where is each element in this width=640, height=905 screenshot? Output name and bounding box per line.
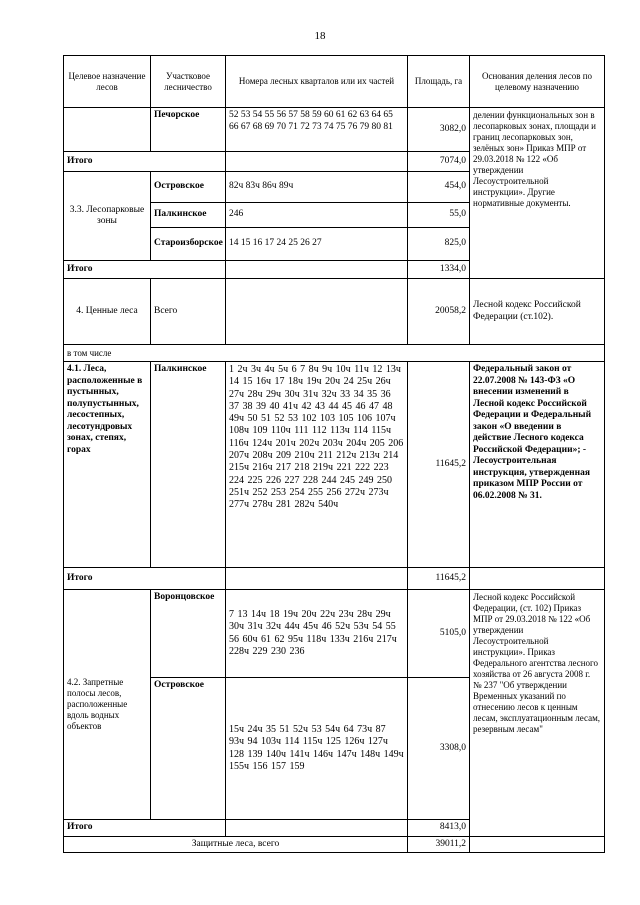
table-row (64, 279, 605, 345)
purpose-cell: 4.1. Леса, расположенные в пустынных, полупустынных, лесостепных, лесотундровых зонах, степях, горах (64, 362, 151, 568)
grand-total-label: Защитные леса, всего (64, 836, 408, 853)
area-cell: 825,0 (408, 228, 470, 261)
area-cell: 20058,2 (408, 279, 470, 345)
quarters-cell: 14 15 16 17 24 25 26 27 (226, 228, 408, 261)
purpose-cell: 4.2. Запретные полосы лесов, расположенные вдоль водных объектов (64, 590, 151, 820)
district-cell: Островское (151, 678, 226, 820)
area-cell: 39011,2 (408, 836, 470, 853)
district-cell: Палкинское (151, 203, 226, 228)
area-cell: 11645,2 (408, 568, 470, 590)
quarters-cell: 1 2ч 3ч 4ч 5ч 6 7 8ч 9ч 10ч 11ч 12 13ч 14 15 16ч 17 18ч 19ч 20ч 24 25ч 26ч 27ч 28ч 29ч 30ч 31ч 32ч 33 34 35 36 37 38 39 40 41ч 42 43 44 45 46 47 48 49ч 50 51 52 53 102 103 105 106 107ч 108ч 109 110ч 111 112 113ч 114 115ч 116ч 124ч 201ч 202ч 203ч 204ч 205 206 207ч 208ч 209 210ч 211 212ч 213ч 214 215ч 216ч 217 218 219ч 221 222 223 224 225 226 227 228 244 245 249 250 251ч 252 253 254 255 256 272ч 273ч 277ч 278ч 281 282ч 540ч (226, 362, 408, 568)
header-area: Площадь, га (408, 56, 470, 108)
table-row (64, 362, 605, 568)
area-cell: 5105,0 (408, 590, 470, 678)
area-cell: 8413,0 (408, 820, 470, 837)
table-row (64, 590, 605, 678)
area-cell: 7074,0 (408, 152, 470, 172)
table-row (64, 108, 605, 152)
purpose-cell: 3.3. Лесопарковые зоны (64, 172, 151, 261)
district-cell: Воронцовское (151, 590, 226, 678)
quarters-cell: 52 53 54 55 56 57 58 59 60 61 62 63 64 65 66 67 68 69 70 71 72 73 74 75 76 79 80 81 (226, 108, 408, 152)
total-row (64, 568, 605, 590)
total-label: Итого (64, 568, 226, 590)
in-that-number: в том числе (64, 345, 605, 362)
quarters-cell: 7 13 14ч 18 19ч 20ч 22ч 23ч 28ч 29ч 30ч 31ч 32ч 44ч 45ч 46 52ч 53ч 54 55 56 60ч 61 62 95ч 118ч 133ч 216ч 217ч 228ч 229 230 236 (226, 590, 408, 678)
district-cell: Староизборское (151, 228, 226, 261)
area-cell: 454,0 (408, 172, 470, 203)
district-cell: Печорское (151, 108, 226, 152)
district-cell: Островское (151, 172, 226, 203)
header-quarters: Номера лесных кварталов или их частей (226, 56, 408, 108)
total-label: Итого (64, 261, 226, 279)
quarters-cell: 246 (226, 203, 408, 228)
total-label: Итого (64, 820, 226, 837)
basis-cell: Лесной кодекс Российской Федерации, (ст. 102) Приказ МПР от 29.03.2018 № 122 «Об утверждении Лесоустроительной инструкции». Приказ Федерального агентства лесного хозяйства от 26 августа 2008 г. № 237 "Об утверждении Временных указаний по отнесению лесов к ценным лесам, эксплуатационным лесам, резервным лесам" (470, 590, 605, 837)
district-cell: Всего (151, 279, 226, 345)
quarters-cell: 15ч 24ч 35 51 52ч 53 54ч 64 73ч 87 93ч 94 103ч 114 115ч 125 126ч 127ч 128 139 140ч 141ч 146ч 147ч 148ч 149ч 155ч 156 157 159 (226, 678, 408, 820)
basis-cell: Лесной кодекс Российской Федерации (ст.102). (470, 279, 605, 345)
area-cell: 55,0 (408, 203, 470, 228)
header-district: Участковое лесничество (151, 56, 226, 108)
basis-cell: делении функциональных зон в лесопарковых зонах, площади и границ лесопарковых зон, зелёных зон» Приказ МПР от 29.03.2018 № 122 «Об утверждении Лесоустроительной инструкции». Другие нормативные документы. (470, 108, 605, 279)
page-number: 18 (314, 30, 326, 42)
header-basis: Основания деления лесов по целевому назначению (470, 56, 605, 108)
basis-cell: Федеральный закон от 22.07.2008 № 143-ФЗ «О внесении изменений в Лесной кодекс Российской Федерации и Федеральный закон «О введении в действие Лесного кодекса Российской Федерации»; - Лесоустроительная инструкция, утвержденная приказом МПР России от 06.02.2008 № 31. (470, 362, 605, 568)
quarters-cell: 82ч 83ч 86ч 89ч (226, 172, 408, 203)
total-label: Итого (64, 152, 226, 172)
grand-total-row (64, 836, 605, 853)
district-cell: Палкинское (151, 362, 226, 568)
header-purpose: Целевое назначение лесов (64, 56, 151, 108)
area-cell: 1334,0 (408, 261, 470, 279)
subheader-row (64, 345, 605, 362)
purpose-cell: 4. Ценные леса (64, 279, 151, 345)
header-row (64, 56, 605, 108)
area-cell: 3308,0 (408, 678, 470, 820)
area-cell: 11645,2 (408, 362, 470, 568)
area-cell: 3082,0 (408, 108, 470, 152)
forest-table (63, 55, 605, 853)
